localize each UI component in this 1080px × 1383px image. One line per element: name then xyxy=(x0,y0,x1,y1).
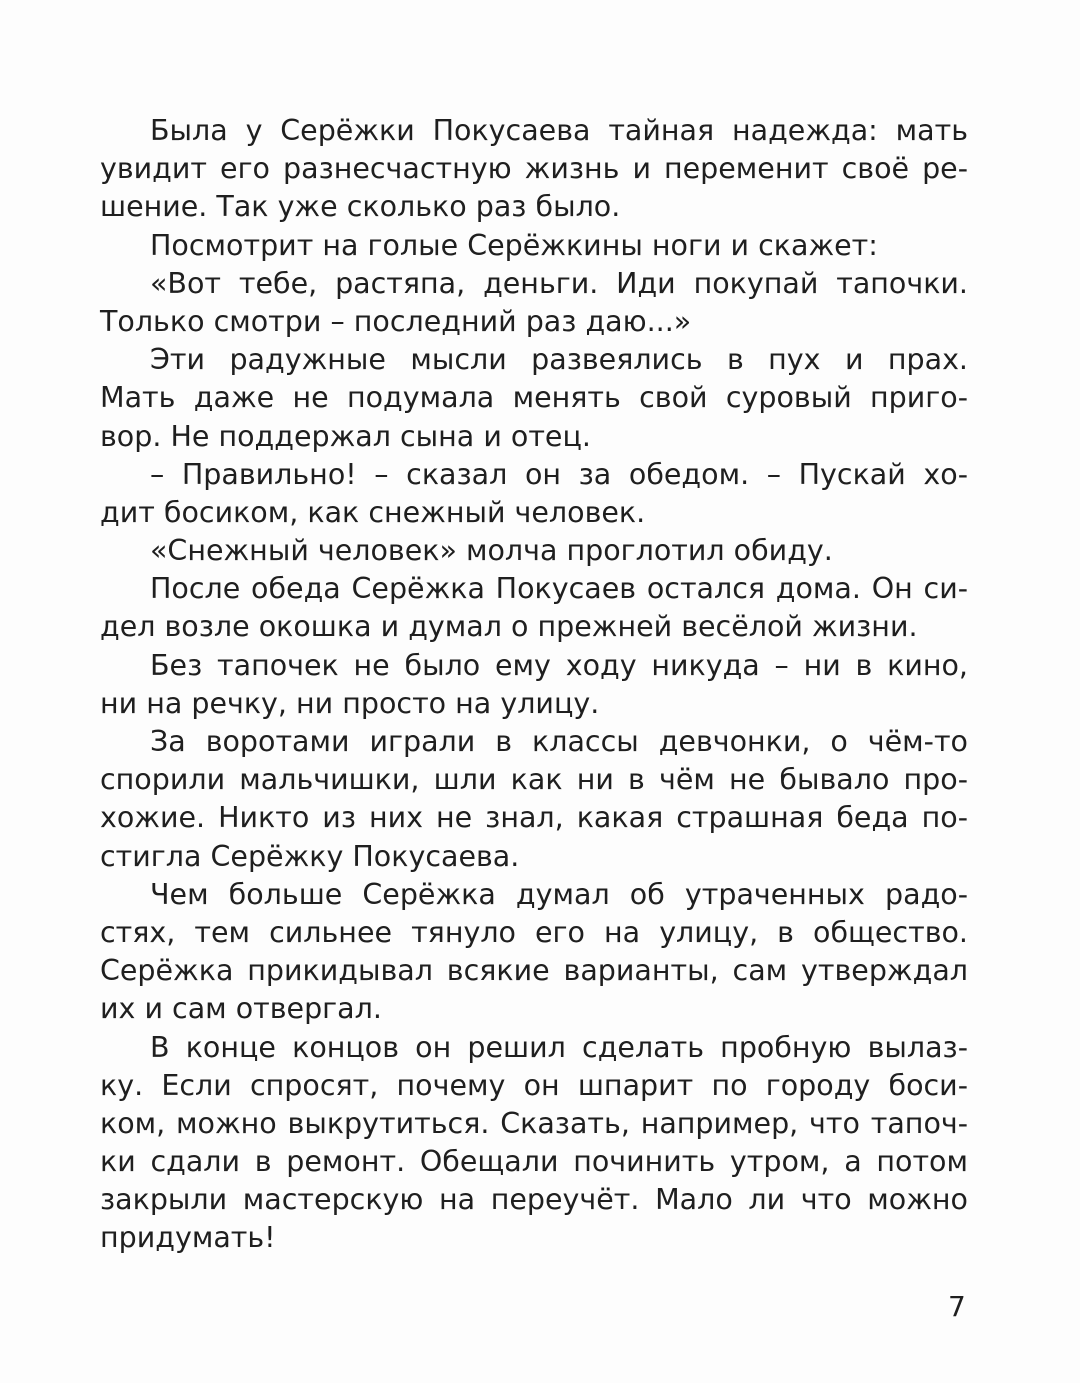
text-line: Мать даже не подумала менять свой суровый приго- xyxy=(100,381,968,415)
page-body xyxy=(100,112,968,1258)
text-line: Эти радужные мысли развеялись в пух и прах. xyxy=(150,343,968,377)
text-line: ку. Если спросят, почему он шпарит по городу боси- xyxy=(100,1068,968,1102)
text-line: стигла Серёжку Покусаева. xyxy=(100,839,520,873)
text-line: стях, тем сильнее тянуло его на улицу, в общество. xyxy=(100,915,968,949)
text-line: спорили мальчишки, шли как ни в чём не бывало про- xyxy=(100,763,968,797)
text-line: В конце концов он решил сделать пробную вылаз- xyxy=(150,1030,968,1064)
text-line: хожие. Никто из них не знал, какая страшная беда по- xyxy=(100,801,968,835)
page-number: 7 xyxy=(948,1290,966,1323)
text-line: придумать! xyxy=(100,1221,276,1255)
text-line: – Правильно! – сказал он за обедом. – Пускай хо- xyxy=(150,457,968,491)
text-line: ни на речку, ни просто на улицу. xyxy=(100,686,600,720)
text-line: шение. Так уже сколько раз было. xyxy=(100,190,621,224)
text-line: Была у Серёжки Покусаева тайная надежда: мать xyxy=(150,114,968,147)
text-line: дит босиком, как снежный человек. xyxy=(100,495,646,529)
text-line: вор. Не поддержал сына и отец. xyxy=(100,419,591,453)
text-line: увидит его разнесчастную жизнь и переменит своё ре- xyxy=(100,152,968,186)
text-line: Посмотрит на голые Серёжкины ноги и скажет: xyxy=(150,228,878,262)
text-line: «Снежный человек» молча проглотил обиду. xyxy=(150,534,833,568)
text-line: «Вот тебе, растяпа, деньги. Иди покупай тапочки. xyxy=(150,266,968,300)
text-line: ком, можно выкрутиться. Сказать, например, что тапоч- xyxy=(100,1106,968,1140)
text-line: закрыли мастерскую на переучёт. Мало ли что можно xyxy=(100,1183,968,1217)
text-line: Серёжка прикидывал всякие варианты, сам утверждал xyxy=(100,954,968,988)
text-line: ки сдали в ремонт. Обещали починить утром, а потом xyxy=(100,1145,968,1179)
text-line: Без тапочек не было ему ходу никуда – ни в кино, xyxy=(150,648,968,682)
text-line: их и сам отвергал. xyxy=(100,992,382,1026)
text-line: дел возле окошка и думал о прежней весёлой жизни. xyxy=(100,610,918,644)
text-line: После обеда Серёжка Покусаев остался дома. Он си- xyxy=(150,572,968,606)
text-line: Чем больше Серёжка думал об утраченных радо- xyxy=(150,877,968,911)
text-line: За воротами играли в классы девчонки, о чём-то xyxy=(150,725,968,758)
text-line: Только смотри – последний раз даю...» xyxy=(100,304,692,338)
